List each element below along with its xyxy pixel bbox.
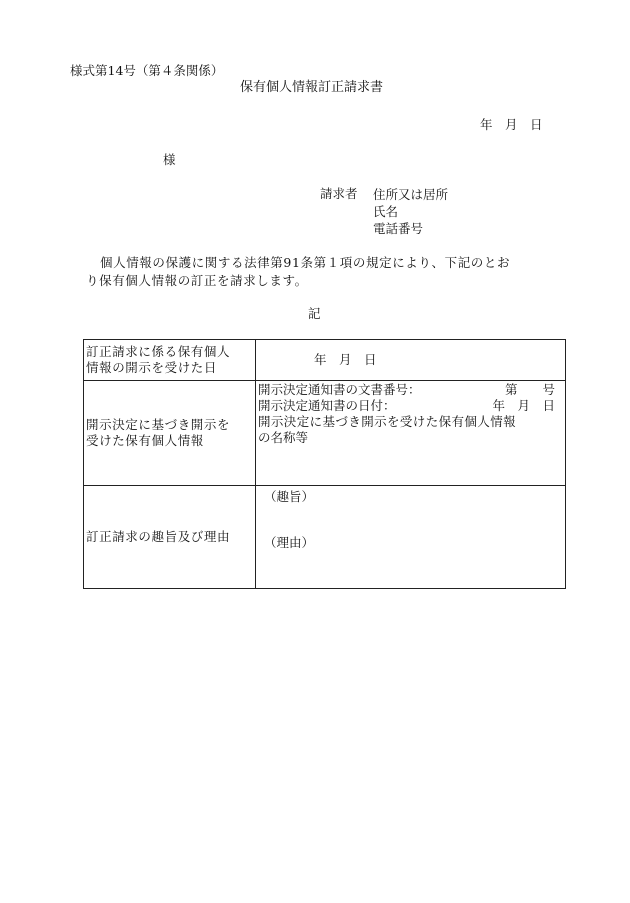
table-row-disclosed-info bbox=[84, 381, 566, 486]
notice-date-value: 年 月 日 bbox=[492, 398, 555, 413]
disclosed-info-label-line-1: 開示決定に基づき開示を bbox=[86, 417, 231, 432]
disclosure-date-label bbox=[84, 340, 256, 381]
requester-address-label: 住所又は居所 bbox=[373, 187, 449, 202]
statement-line-2: り保有個人情報の訂正を請求します。 bbox=[86, 273, 308, 288]
form-number: 様式第14号（第４条関係） bbox=[70, 63, 224, 78]
disclosed-info-value-cell[interactable] bbox=[256, 381, 566, 486]
document-title: 保有個人情報訂正請求書 bbox=[240, 80, 384, 95]
table-row-disclosure-date bbox=[84, 340, 566, 381]
addressee-honorific: 様 bbox=[163, 152, 176, 167]
notice-doc-number-label: 開示決定通知書の文書番号： bbox=[258, 382, 421, 397]
correction-reason-value-cell[interactable] bbox=[256, 486, 566, 589]
disclosed-info-name-line-2: の名称等 bbox=[258, 430, 309, 445]
requester-name-label: 氏名 bbox=[373, 204, 399, 219]
table-row-correction-reason bbox=[84, 486, 566, 589]
notice-date-line bbox=[258, 398, 563, 414]
notice-date-label: 開示決定通知書の日付： bbox=[258, 398, 396, 413]
disclosure-date-label-line-2: 情報の開示を受けた日 bbox=[86, 360, 218, 375]
requester-fields bbox=[373, 186, 448, 237]
disclosure-date-value: 年 月 日 bbox=[314, 352, 377, 367]
statement-line-1: 個人情報の保護に関する法律第91条第１項の規定により、下記のとお bbox=[100, 255, 511, 270]
notice-doc-number-line bbox=[258, 382, 563, 398]
reason-heading: （理由） bbox=[264, 535, 315, 550]
request-statement bbox=[86, 254, 510, 290]
requester-phone-label: 電話番号 bbox=[373, 221, 424, 236]
ki-heading: 記 bbox=[308, 306, 321, 321]
disclosed-info-label bbox=[84, 381, 256, 486]
requester-label: 請求者 bbox=[320, 186, 358, 201]
correction-request-table bbox=[83, 339, 566, 589]
disclosed-info-label-line-2: 受けた保有個人情報 bbox=[86, 433, 204, 448]
notice-doc-number-value: 第 号 bbox=[504, 382, 555, 397]
disclosure-date-label-line-1: 訂正請求に係る保有個人 bbox=[86, 344, 231, 359]
purpose-heading: （趣旨） bbox=[264, 489, 315, 504]
request-date: 年 月 日 bbox=[480, 117, 543, 132]
disclosed-info-name-line-1: 開示決定に基づき開示を受けた保有個人情報 bbox=[258, 414, 517, 429]
disclosure-date-value-cell[interactable] bbox=[256, 340, 566, 381]
correction-reason-label: 訂正請求の趣旨及び理由 bbox=[84, 486, 256, 589]
